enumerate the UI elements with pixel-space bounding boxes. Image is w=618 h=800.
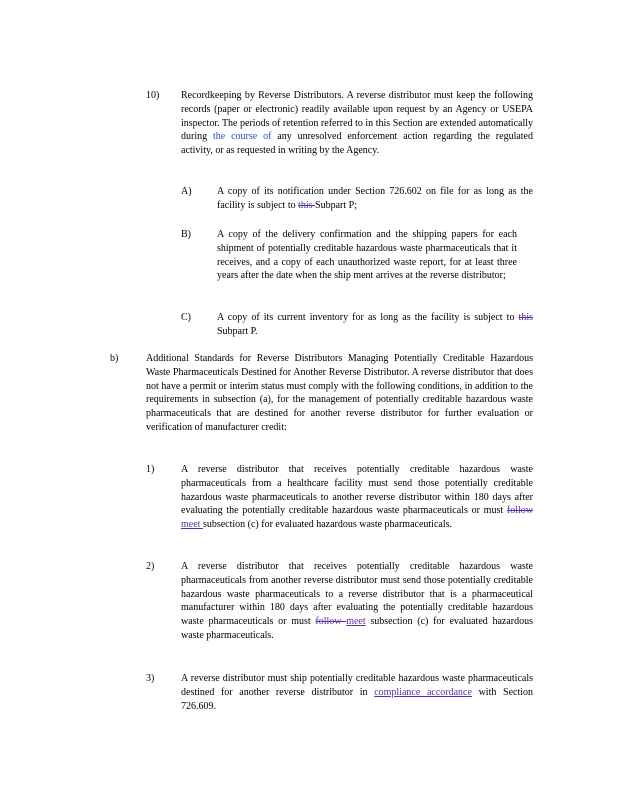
- deleted-text: this: [298, 199, 316, 211]
- deleted-text: follow: [506, 505, 533, 517]
- deleted-text: compliance: [374, 686, 427, 698]
- item-10-number: 10): [146, 90, 160, 101]
- inserted-text: accordance: [426, 686, 472, 698]
- item-b2-number: 2): [146, 561, 155, 572]
- item-b3-text: A reverse distributor must ship potentially creditable hazardous waste pharmaceuticals destined for another reverse distributor in compliance accordance with Section 726.609.: [181, 673, 534, 712]
- item-b2-text: A reverse distributor that receives potentially creditable hazardous waste pharmaceuticals from another reverse distributor must send those potentially creditable hazardous waste pharmaceuticals to a reverse distributor that is a pharmaceutical manufacturer within 180 days after evaluating the potentially creditable hazardous waste pharmaceuticals or must follow meet subsection (c) for evaluated hazardous waste pharmaceuticals.: [181, 561, 534, 641]
- item-b1-text: A reverse distributor that receives potentially creditable hazardous waste pharmaceuticals from a healthcare facility must send those potentially creditable hazardous waste pharmaceuticals to another reverse distributor within 180 days after evaluating the potentially creditable hazardous waste pharmaceuticals or must follow meet subsection (c) for evaluated hazardous waste pharmaceuticals.: [181, 464, 533, 531]
- item-10a-text: A copy of its notification under Section 726.602 on file for as long as the facility is subject to this Subpart P;: [217, 186, 533, 211]
- deleted-text: this: [518, 312, 533, 323]
- item-10a-number: A): [181, 186, 192, 197]
- item-10-text: Recordkeeping by Reverse Distributors. A reverse distributor must keep the following records (paper or electronic) readily available upon request by an Agency or USEPA inspector. The periods of retention referred to in this Section are extended automatically during the course of any unresolved enforcement action regarding the regulated activity, or as requested in writing by the Agency.: [181, 90, 533, 157]
- deleted-text: follow: [315, 616, 347, 628]
- inserted-text: the course of: [213, 131, 272, 143]
- item-b-number: b): [110, 353, 119, 364]
- item-b-text: Additional Standards for Reverse Distributors Managing Potentially Creditable Hazardous Waste Pharmaceuticals Destined for Another Reverse Distributor. A reverse distributor that does not have a permit or interim status must comply with the following conditions, in addition to the requirements in subsection (a), for the management of potentially creditable hazardous waste pharmaceuticals that are destined for another reverse distributor for further evaluation or verification of manufacturer credit:: [146, 353, 533, 433]
- inserted-text: meet: [346, 616, 366, 628]
- item-10c-text: A copy of its current inventory for as long as the facility is subject to this Subpart P.: [217, 312, 533, 337]
- item-b1-number: 1): [146, 464, 155, 475]
- inserted-text: meet: [181, 519, 203, 531]
- item-10b-text: A copy of the delivery confirmation and the shipping papers for each shipment of potentially creditable hazardous waste pharmaceuticals that it receives, and a copy of each unauthorized waste report, for at least three years after the date when the ship ment arrives at the reverse distributor;: [217, 229, 517, 282]
- item-10b-number: B): [181, 229, 191, 240]
- item-b3-number: 3): [146, 673, 155, 684]
- item-10c-number: C): [181, 312, 191, 323]
